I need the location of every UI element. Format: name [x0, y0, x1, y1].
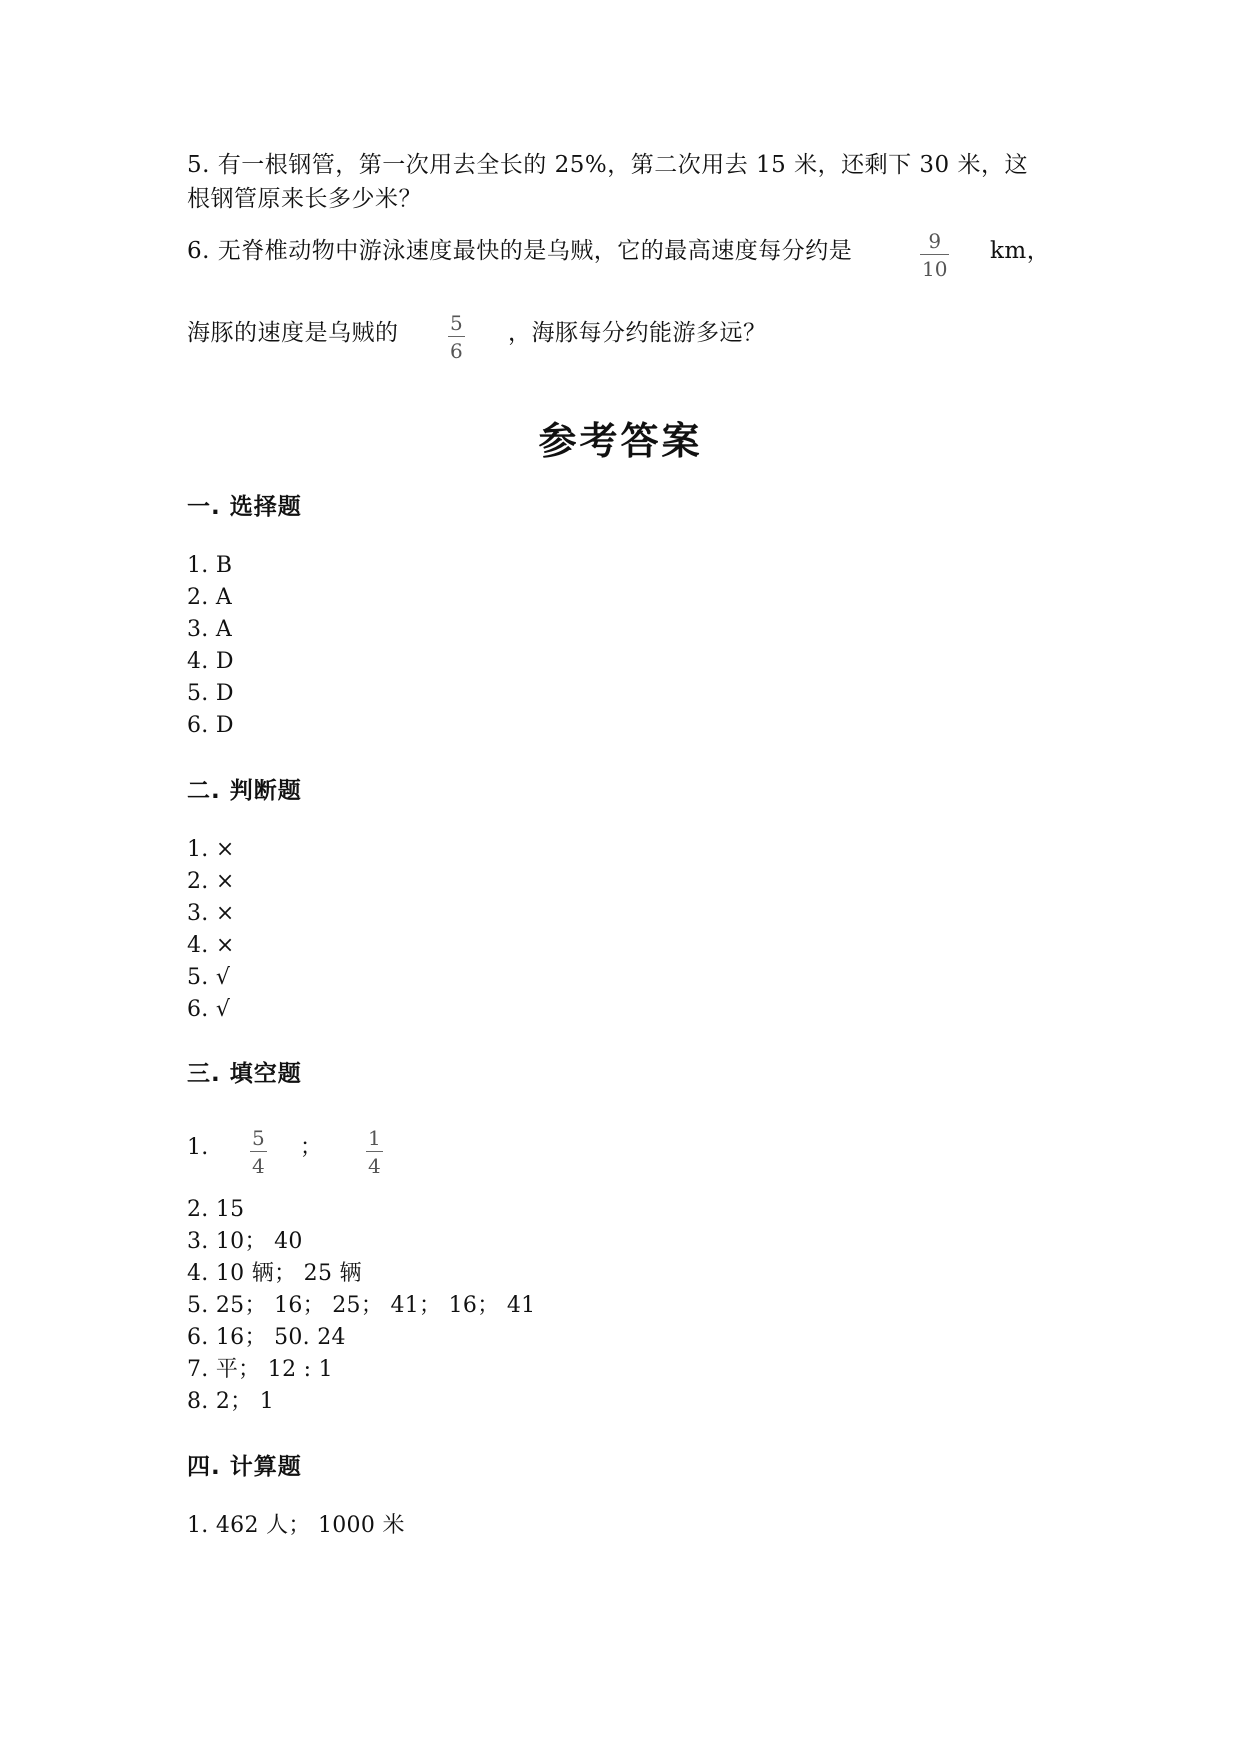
section-heading-fill-blank: 三. 填空题 [187, 1061, 302, 1087]
question-6-text-part-1: 6. 无脊椎动物中游泳速度最快的是乌贼，它的最高速度每分约是 [187, 238, 853, 264]
answer-list-item: 4. × [187, 933, 235, 958]
answer-list-item: 4. D [187, 649, 234, 674]
answer-list-item: 1. × [187, 837, 235, 862]
fraction-denominator: 4 [368, 1154, 381, 1178]
answer-list-item: 1. 462 人； 1000 米 [187, 1513, 405, 1538]
answer-list-item: 3. 10； 40 [187, 1229, 303, 1254]
answer-list-item-label: 1. [187, 1135, 209, 1160]
answer-list-item: 5. D [187, 681, 234, 706]
answer-list-item: 2. × [187, 869, 235, 894]
answer-list-item: 6. √ [187, 997, 231, 1022]
fraction-denominator: 10 [922, 257, 948, 281]
answer-list-item: 5. √ [187, 965, 231, 990]
question-5-line-1: 5. 有一根钢管，第一次用去全长的 25%，第二次用去 15 米，还剩下 30 米，这 [187, 152, 1028, 178]
answer-list-item: 5. 25； 16； 25； 41； 16； 41 [187, 1293, 536, 1318]
section-heading-choice: 一. 选择题 [187, 494, 302, 520]
answer-fraction [250, 1127, 267, 1177]
answer-list-item: 1. B [187, 553, 233, 578]
question-6-unit: km， [990, 238, 1051, 264]
question-6-fraction-ratio [448, 312, 465, 362]
fraction-bar [366, 1151, 383, 1152]
fraction-bar [920, 254, 949, 255]
fraction-numerator: 1 [368, 1126, 381, 1150]
answer-list-item: 6. D [187, 713, 234, 738]
question-6-fraction-speed [920, 230, 949, 280]
fraction-denominator: 4 [252, 1154, 265, 1178]
section-heading-judgement: 二. 判断题 [187, 778, 302, 804]
answers-title: 参考答案 [538, 419, 703, 463]
fraction-denominator: 6 [450, 339, 463, 363]
answer-list-item: 7. 平； 12 : 1 [187, 1357, 333, 1382]
answer-list-item: 4. 10 辆； 25 辆 [187, 1261, 362, 1286]
question-6-text-part-3: ，海豚每分约能游多远？ [508, 320, 767, 346]
fraction-numerator: 9 [928, 229, 942, 253]
answer-list-item: 2. A [187, 585, 233, 610]
answer-separator: ； [300, 1135, 323, 1160]
fraction-bar [448, 336, 465, 337]
answer-fraction [366, 1127, 383, 1177]
fraction-numerator: 5 [252, 1126, 265, 1150]
answer-list-item: 3. A [187, 617, 233, 642]
question-6-text-part-2: 海豚的速度是乌贼的 [187, 320, 399, 346]
answer-list-item: 8. 2； 1 [187, 1389, 275, 1414]
section-heading-calculation: 四. 计算题 [187, 1454, 302, 1480]
fraction-bar [250, 1151, 267, 1152]
question-5-line-2: 根钢管原来长多少米？ [187, 186, 422, 212]
answer-list-item: 6. 16； 50. 24 [187, 1325, 346, 1350]
answer-list-item: 2. 15 [187, 1197, 245, 1222]
fraction-numerator: 5 [450, 311, 463, 335]
answer-list-item: 3. × [187, 901, 235, 926]
